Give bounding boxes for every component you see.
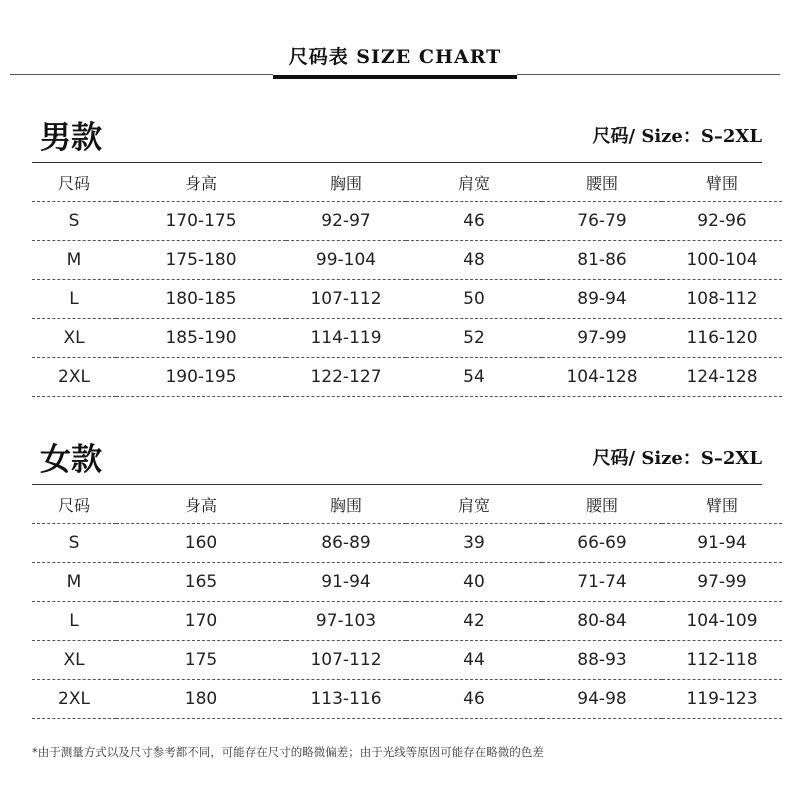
table-row [32,641,782,680]
women-size-range: 尺码/ Size：S–2XL [592,448,762,469]
header [0,42,790,79]
table-cell: L [32,280,116,319]
table-cell: XL [32,319,116,358]
page-title: 尺码表 SIZE CHART [273,42,518,79]
table-cell: M [32,241,116,280]
table-cell: 40 [406,563,542,602]
column-header-size: 尺码 [32,163,116,202]
table-cell: 48 [406,241,542,280]
table-row [32,280,782,319]
table-cell: 104-128 [542,358,662,397]
table-cell: 91-94 [662,524,782,563]
table-cell: 116-120 [662,319,782,358]
table-cell: XL [32,641,116,680]
table-cell: 46 [406,202,542,241]
men-table-header-row [32,163,782,202]
table-cell: 114-119 [286,319,406,358]
table-cell: 107-112 [286,280,406,319]
table-cell: 170 [116,602,286,641]
women-section-header [32,432,762,485]
men-section [32,110,762,397]
table-cell: 99-104 [286,241,406,280]
table-cell: 119-123 [662,680,782,719]
table-cell: 185-190 [116,319,286,358]
table-cell: 2XL [32,358,116,397]
table-cell: 122-127 [286,358,406,397]
table-cell: 97-99 [542,319,662,358]
women-section-title: 女款 [40,442,102,478]
column-header-height: 身高 [116,163,286,202]
table-cell: 124-128 [662,358,782,397]
table-cell: 52 [406,319,542,358]
footnote: *由于测量方式以及尺寸参考都不同，可能存在尺寸的略微偏差；由于光线等原因可能存在略微的色差 [32,745,544,759]
table-cell: 81-86 [542,241,662,280]
column-header-arm: 臂围 [662,485,782,524]
table-cell: 104-109 [662,602,782,641]
table-cell: 46 [406,680,542,719]
table-cell: 160 [116,524,286,563]
table-row [32,680,782,719]
table-cell: 170-175 [116,202,286,241]
table-cell: 50 [406,280,542,319]
column-header-height: 身高 [116,485,286,524]
table-cell: 91-94 [286,563,406,602]
table-cell: 165 [116,563,286,602]
table-cell: 175-180 [116,241,286,280]
table-row [32,602,782,641]
table-cell: 86-89 [286,524,406,563]
table-cell: 94-98 [542,680,662,719]
table-cell: 54 [406,358,542,397]
men-size-table [32,163,782,397]
table-cell: 112-118 [662,641,782,680]
table-cell: 107-112 [286,641,406,680]
table-row [32,241,782,280]
column-header-waist: 腰围 [542,163,662,202]
table-cell: 80-84 [542,602,662,641]
table-cell: 76-79 [542,202,662,241]
table-cell: 92-96 [662,202,782,241]
table-cell: 175 [116,641,286,680]
column-header-shoulder: 肩宽 [406,485,542,524]
table-cell: 92-97 [286,202,406,241]
table-row [32,524,782,563]
table-cell: 89-94 [542,280,662,319]
table-cell: L [32,602,116,641]
column-header-arm: 臂围 [662,163,782,202]
women-section [32,432,762,719]
column-header-chest: 胸围 [286,485,406,524]
table-cell: 66-69 [542,524,662,563]
men-size-range: 尺码/ Size：S–2XL [592,126,762,147]
table-cell: 180 [116,680,286,719]
table-cell: 2XL [32,680,116,719]
column-header-waist: 腰围 [542,485,662,524]
table-cell: 113-116 [286,680,406,719]
table-cell: 97-99 [662,563,782,602]
column-header-size: 尺码 [32,485,116,524]
men-section-title: 男款 [40,120,102,156]
table-cell: 71-74 [542,563,662,602]
table-cell: 88-93 [542,641,662,680]
men-section-header [32,110,762,163]
table-cell: 100-104 [662,241,782,280]
table-cell: M [32,563,116,602]
table-cell: 97-103 [286,602,406,641]
column-header-shoulder: 肩宽 [406,163,542,202]
table-cell: 190-195 [116,358,286,397]
table-row [32,563,782,602]
table-cell: 44 [406,641,542,680]
women-size-table [32,485,782,719]
table-cell: S [32,202,116,241]
column-header-chest: 胸围 [286,163,406,202]
table-row [32,319,782,358]
table-cell: 180-185 [116,280,286,319]
table-cell: 39 [406,524,542,563]
table-cell: S [32,524,116,563]
table-row [32,202,782,241]
women-table-header-row [32,485,782,524]
table-cell: 42 [406,602,542,641]
table-row [32,358,782,397]
table-cell: 108-112 [662,280,782,319]
